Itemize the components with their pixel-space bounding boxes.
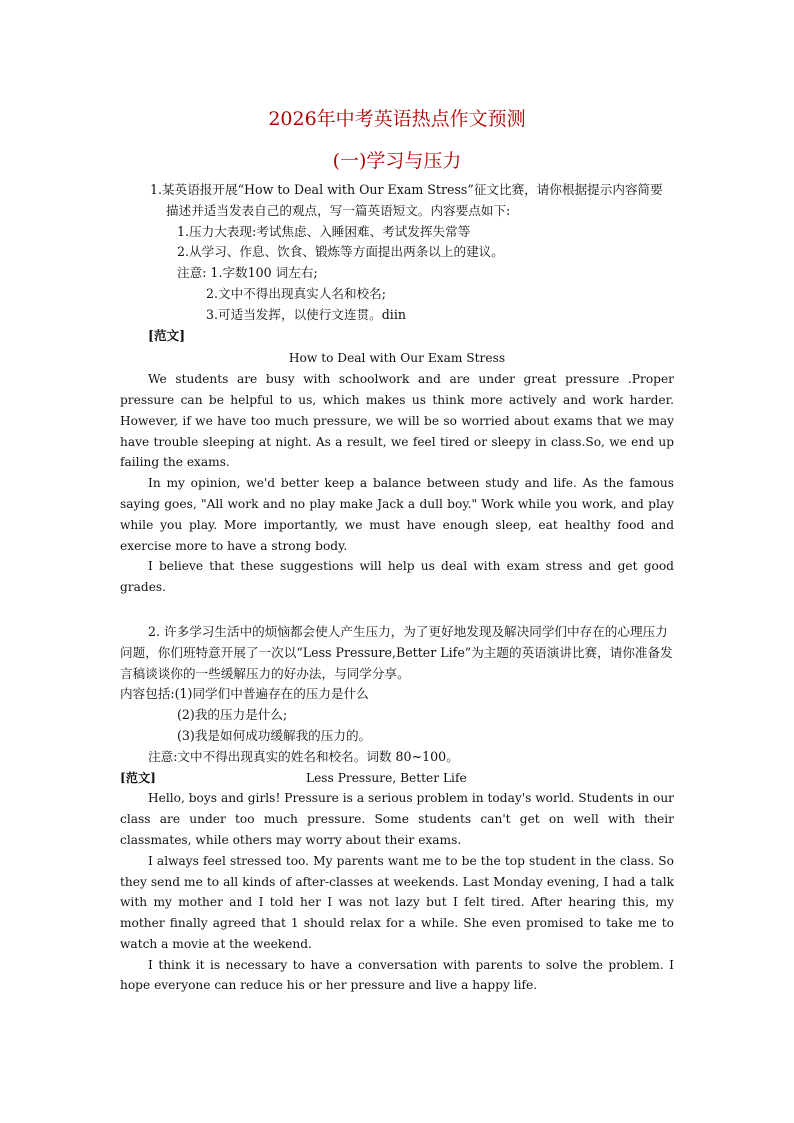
q1-prompt: 1.某英语报开展“How to Deal with Our Exam Stress”征文比赛，请你根据提示内容简要描述并适当发表自己的观点，写一篇英语短文。内容要点如下: <box>150 182 663 218</box>
q1-sample-label: [范文] <box>148 327 186 343</box>
q2-content-1: 内容包括:(1)同学们中普遍存在的压力是什么 <box>120 686 369 702</box>
q1-essay-title: How to Deal with Our Exam Stress <box>288 351 506 366</box>
q1-paragraph-1: We students are busy with schoolwork and are under great pressure .Proper pressure can be helpful to us, which makes us think more actively and work harder. However, if we have too much pressure, we will be so worried about exams that we may have trouble sleeping at night. As a result, we feel tired or sleepy in class.So, we end up failing the exams. <box>120 372 674 470</box>
q2-note: 注意:文中不得出现真实的姓名和校名。词数 80~100。 <box>148 748 459 764</box>
q1-note-2: 2.文中不得出现真实人名和校名; <box>206 285 386 301</box>
q2-paragraph-1: Hello, boys and girls! Pressure is a serious problem in today's world. Students in our class are under too much pressure. Some students can't get on well with their classmates, while others may worry about their exams. <box>120 791 674 847</box>
q2-paragraph-2: I always feel stressed too. My parents want me to be the top student in the class. So they send me to all kinds of after-classes at weekends. Last Monday evening, I had a talk with my mother and I told her I was not lazy but I felt tired. After hearing this, my mother finally agreed that 1 should relax for a while. She even promised to take me to watch a movie at the weekend. <box>120 853 674 951</box>
q2-content-2: (2)我的压力是什么; <box>177 707 288 723</box>
q2-content-3: (3)我是如何成功缓解我的压力的。 <box>177 727 372 743</box>
q1-point-1: 1.压力大表现:考试焦虑、入睡困难、考试发挥失常等 <box>177 223 471 239</box>
q1-paragraph-3: I believe that these suggestions will help us deal with exam stress and get good grades. <box>120 559 674 595</box>
q2-sample-row <box>120 768 674 789</box>
q2-prompt: 2. 许多学习生活中的烦恼都会使人产生压力，为了更好地发现及解决同学们中存在的心理压力问题，你们班特意开展了一次以“Less Pressure,Better Life”为主题的英语演讲比赛，请你准备发言稿谈谈你的一些缓解压力的好办法，与同学分享。 <box>120 623 673 681</box>
q1-note-3: 3.可适当发挥，以使行文连贯。diin <box>206 306 406 322</box>
q2-essay-title: Less Pressure, Better Life <box>306 770 467 785</box>
q2-sample-label: [范文] <box>120 770 156 785</box>
q1-paragraph-2: In my opinion, we'd better keep a balance between study and life. As the famous saying goes, "All work and no play make Jack a dull boy." Work while you work, and play while you play. More importantly, we must have enough sleep, eat healthy food and exercise more to have a strong body. <box>120 476 674 553</box>
q1-point-2: 2.从学习、作息、饮食、锻炼等方面提出两条以上的建议。 <box>177 244 504 260</box>
document-title: 2026年中考英语热点作文预测 <box>268 108 526 130</box>
q1-note-1: 注意: 1.字数100 词左右; <box>177 265 318 281</box>
section-title: (一)学习与压力 <box>332 150 462 172</box>
q2-paragraph-3: I think it is necessary to have a conversation with parents to solve the problem. I hope everyone can reduce his or her pressure and live a happy life. <box>120 957 674 993</box>
document-page <box>120 100 674 996</box>
